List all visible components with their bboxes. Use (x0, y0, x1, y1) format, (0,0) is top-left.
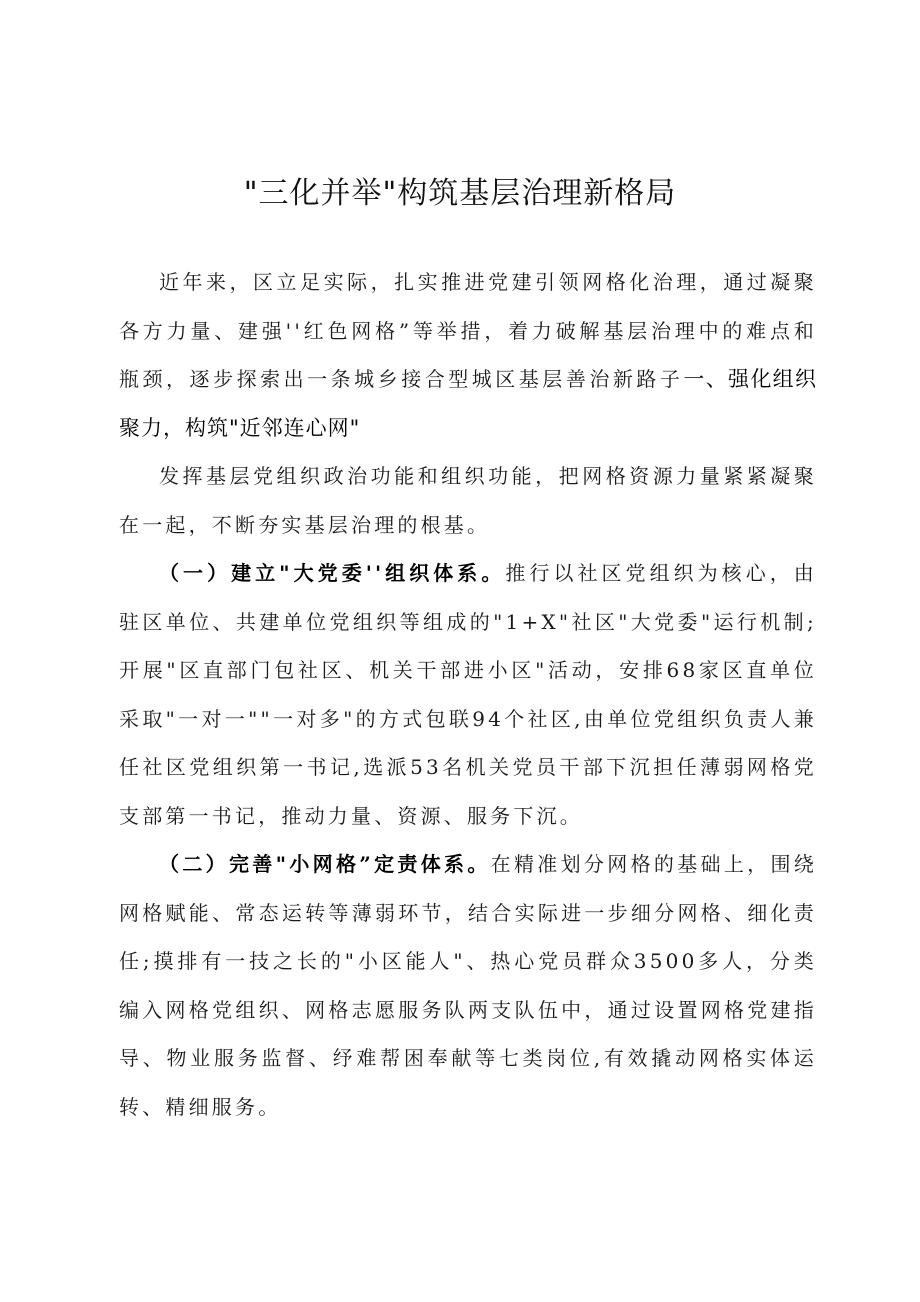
intro-text: 近年来，区立足实际，扎实推进党建引领网格化治理，通过凝聚各方力量、建强''红色网格”等举措，着力破解基层治理中的难点和瓶颈，逐步探索出一条城乡接合型城区基层善治新路子 (119, 270, 817, 391)
item2-text: 在精准划分网格的基础上，围绕网格赋能、常态运转等薄弱环节，结合实际进一步细分网格、细化责任;摸排有一技之长的"小区能人"、热心党员群众3500多人，分类编入网格党组织、网格志愿服务队两支队伍中，通过设置网格党建指导、物业服务监督、纾难帮困奉献等七类岗位,有效撬动网格实体运转、精细服务。 (119, 852, 817, 1119)
item2-heading: （二）完善"小网格”定责体系。 (159, 852, 491, 876)
section1-heading: 一、强化组织聚力，构筑"近邻连心网" (119, 367, 817, 440)
item2-paragraph (119, 840, 817, 1131)
document-body (119, 258, 817, 1131)
item1-paragraph (119, 549, 817, 840)
section1-intro-paragraph: 发挥基层党组织政治功能和组织功能，把网格资源力量紧紧凝聚在一起，不断夯实基层治理的根基。 (119, 464, 817, 537)
intro-paragraph (119, 258, 817, 452)
item1-text: 推行以社区党组织为核心，由驻区单位、共建单位党组织等组成的"1+X"社区"大党委"运行机制;开展"区直部门包社区、机关干部进小区"活动，安排68家区直单位采取"一对一""一对多"的方式包联94个社区,由单位党组织负责人兼任社区党组织第一书记,选派53名机关党员干部下沉担任薄弱网格党支部第一书记，推动力量、资源、服务下沉。 (119, 561, 817, 828)
document-title: "三化并举"构筑基层治理新格局 (243, 176, 677, 211)
item1-heading: （一）建立"大党委''组织体系。 (159, 561, 506, 585)
